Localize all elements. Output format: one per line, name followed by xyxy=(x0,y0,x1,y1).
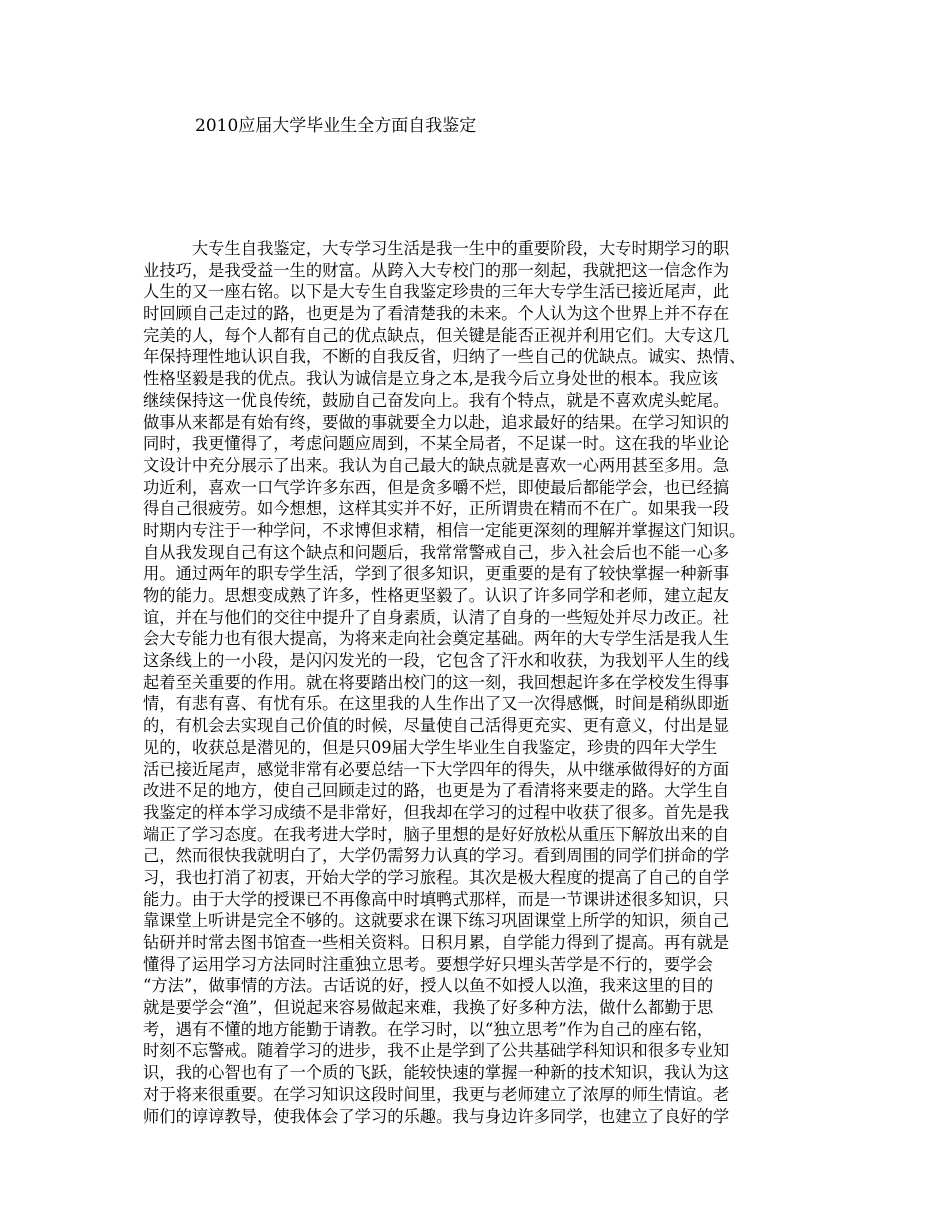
body-line: 自从我发现自己有这个缺点和问题后，我常常警戒自己，步入社会后也不能一心多 xyxy=(143,542,730,562)
body-line: 端正了学习态度。在我考进大学时，脑子里想的是好好放松从重压下解放出来的自 xyxy=(143,824,730,844)
body-line: 时回顾自己走过的路，也更是为了看清楚我的未来。个人认为这个世界上并不存在 xyxy=(143,304,730,324)
body-line: 得自己很疲劳。如今想想，这样其实并不好，正所谓贵在精而不在广。如果我一段 xyxy=(143,499,730,519)
body-line: 这条线上的一小段，是闪闪发光的一段，它包含了汗水和收获，为我划平人生的线 xyxy=(143,651,730,671)
body-line: 物的能力。思想变成熟了许多，性格更坚毅了。认识了许多同学和老师，建立起友 xyxy=(143,586,730,605)
body-line: 同时，我更懂得了，考虑问题应周到，不某全局者，不足谋一时。这在我的毕业论 xyxy=(143,434,730,454)
body-line: 己，然而很快我就明白了，大学仍需努力认真的学习。看到周围的同学们拼命的学 xyxy=(143,846,730,866)
body-line: 见的，收获总是潜见的，但是只09届大学生毕业生自我鉴定，珍贵的四年大学生 xyxy=(143,737,718,757)
body-line: 文设计中充分展示了出来。我认为自己最大的缺点就是喜欢一心两用甚至多用。急 xyxy=(143,455,730,475)
body-line: 业技巧，是我受益一生的财富。从跨入大专校门的那一刻起，我就把这一信念作为 xyxy=(143,260,730,280)
body-line: 功近利，喜欢一口气学许多东西，但是贪多嚼不烂，即使最后都能学会，也已经搞 xyxy=(143,477,730,497)
body-line: 情，有悲有喜、有忧有乐。在这里我的人生作出了又一次得感慨，时间是稍纵即逝 xyxy=(143,694,730,714)
body-line: 年保持理性地认识自我，不断的自我反省，归纳了一些自己的优缺点。诚实、热情、 xyxy=(143,347,746,367)
body-line: 大专生自我鉴定，大专学习生活是我一生中的重要阶段，大专时期学习的职 xyxy=(143,239,730,258)
body-line: 师们的谆谆教导，使我体会了学习的乐趣。我与身边许多同学，也建立了良好的学 xyxy=(143,1106,730,1126)
body-line: 人生的又一座右铭。以下是大专生自我鉴定珍贵的三年大专学生活已接近尾声，此 xyxy=(143,282,730,302)
body-line: 习，我也打消了初衷，开始大学的学习旅程。其次是极大程度的提高了自己的自学 xyxy=(143,867,730,887)
body-line: 会大专能力也有很大提高，为将来走向社会奠定基础。两年的大专学生活是我人生 xyxy=(143,629,730,649)
document-body xyxy=(143,238,823,1127)
body-line: 做事从来都是有始有终，要做的事就要全力以赴，追求最好的结果。在学习知识的 xyxy=(143,412,730,432)
body-line: 考，遇有不懂的地方能勤于请教。在学习时，以“独立思考”作为自己的座右铭， xyxy=(143,1019,714,1039)
document-title: 2010应届大学毕业生全方面自我鉴定 xyxy=(195,116,477,136)
body-line: 性格坚毅是我的优点。我认为诚信是立身之本,是我今后立身处世的根本。我应该 xyxy=(143,369,719,389)
body-line: 靠课堂上听讲是完全不够的。这就要求在课下练习巩固课堂上所学的知识，须自己 xyxy=(143,911,730,931)
body-line: 活已接近尾声，感觉非常有必要总结一下大学四年的得失，从中继承做得好的方面 xyxy=(143,759,730,779)
body-line: 用。通过两年的职专学生活，学到了很多知识，更重要的是有了较快掌握一种新事 xyxy=(143,564,730,584)
body-line: 时期内专注于一种学问，不求博但求精，相信一定能更深刻的理解并掌握这门知识。 xyxy=(143,520,746,540)
body-line: 就是要学会“渔”，但说起来容易做起来难，我换了好多种方法，做什么都勤于思 xyxy=(143,998,714,1018)
body-line: 我鉴定的样本学习成绩不是非常好，但我却在学习的过程中收获了很多。首先是我 xyxy=(143,802,730,822)
body-line: 的，有机会去实现自己价值的时候，尽量使自己活得更充实、更有意义，付出是显 xyxy=(143,716,730,736)
body-line: 识，我的心智也有了一个质的飞跃，能较快速的掌握一种新的技术知识，我认为这 xyxy=(143,1063,730,1083)
body-line: 谊，并在与他们的交往中提升了自身素质，认清了自身的一些短处并尽力改正。社 xyxy=(143,607,730,627)
body-line: 钻研并时常去图书馆查一些相关资料。日积月累，自学能力得到了提高。再有就是 xyxy=(143,933,730,952)
body-line: 懂得了运用学习方法同时注重独立思考。要想学好只埋头苦学是不行的，要学会 xyxy=(143,954,713,974)
body-line: 时刻不忘警戒。随着学习的进步，我不止是学到了公共基础学科知识和很多专业知 xyxy=(143,1041,730,1061)
body-line: 完美的人，每个人都有自己的优点缺点，但关键是能否正视并利用它们。大专这几 xyxy=(143,325,730,345)
body-line: 能力。由于大学的授课已不再像高中时填鸭式那样，而是一节课讲述很多知识，只 xyxy=(143,889,730,909)
body-line: 起着至关重要的作用。就在将要踏出校门的这一刻，我回想起许多在学校发生得事 xyxy=(143,672,730,692)
body-line: “方法”，做事情的方法。古话说的好，授人以鱼不如授人以渔，我来这里的目的 xyxy=(143,976,714,996)
body-line: 对于将来很重要。在学习知识这段时间里，我更与老师建立了浓厚的师生情谊。老 xyxy=(143,1084,730,1104)
body-line: 继续保持这一优良传统，鼓励自己奋发向上。我有个特点，就是不喜欢虎头蛇尾。 xyxy=(143,390,730,410)
body-line: 改进不足的地方，使自己回顾走过的路，也更是为了看清将来要走的路。大学生自 xyxy=(143,781,730,801)
